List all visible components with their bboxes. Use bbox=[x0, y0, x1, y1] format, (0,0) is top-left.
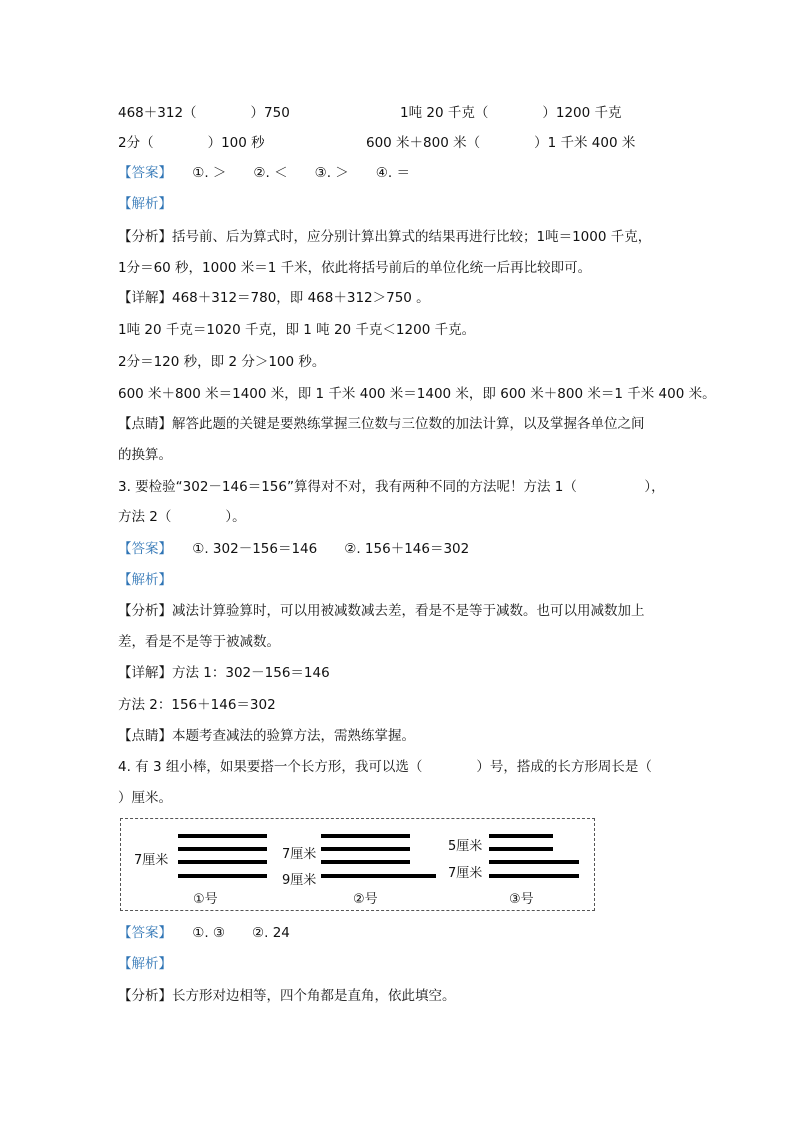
answer-text: ①. 302－156＝146 ②. 156＋146＝302 bbox=[165, 541, 470, 557]
dianjing-label: 【点睛】 bbox=[118, 728, 172, 744]
dianjing-text: 本题考查减法的验算方法，需熟练掌握。 bbox=[172, 728, 415, 744]
q3-fenxi-2: 差，看是不是等于被减数。 bbox=[118, 634, 280, 650]
dianjing-label: 【点睛】 bbox=[118, 416, 172, 432]
q4-fenxi bbox=[118, 986, 456, 1006]
q4-stem-2: ）厘米。 bbox=[118, 790, 172, 806]
xiangjie-text: 方法 1：302－156＝146 bbox=[172, 665, 330, 681]
q2-row2-right: 600 米＋800 米（ ）1 千米 400 米 bbox=[366, 135, 636, 151]
xiangjie-label: 【详解】 bbox=[118, 290, 172, 306]
stick bbox=[178, 834, 267, 838]
q3-stem: 3. 要检验“302－146＝156”算得对不对，我有两种不同的方法呢！方法 1（ ）， bbox=[118, 479, 665, 495]
stick bbox=[178, 847, 267, 851]
q2-row1-right: 1吨 20 千克（ ）1200 千克 bbox=[400, 105, 622, 121]
q3-fenxi bbox=[118, 601, 645, 621]
g3-name: ③号 bbox=[509, 892, 534, 907]
q3-xiangjie bbox=[118, 663, 330, 683]
answer-label: 【答案】 bbox=[118, 925, 166, 941]
fenxi-text: 括号前、后为算式时，应分别计算出算式的结果再进行比较；1吨＝1000 千克， bbox=[172, 229, 652, 245]
q3-answer bbox=[118, 539, 469, 559]
stick bbox=[489, 874, 579, 878]
q3-stem-2: 方法 2（ ）。 bbox=[118, 509, 246, 525]
stick bbox=[321, 860, 410, 864]
q2-fenxi bbox=[118, 227, 651, 247]
fenxi-label: 【分析】 bbox=[118, 988, 172, 1004]
xiangjie-text: 468＋312＝780，即 468＋312＞750 。 bbox=[172, 290, 430, 306]
dianjing-text: 解答此题的关键是要熟练掌握三位数与三位数的加法计算，以及掌握各单位之间 bbox=[172, 416, 645, 432]
answer-text: ①. ③ ②. 24 bbox=[165, 925, 290, 941]
q2-xiangjie bbox=[118, 288, 430, 308]
stick bbox=[321, 847, 410, 851]
xiangjie-label: 【详解】 bbox=[118, 665, 172, 681]
fenxi-text: 减法计算验算时，可以用被减数减去差，看是不是等于减数。也可以用减数加上 bbox=[172, 603, 645, 619]
fenxi-label: 【分析】 bbox=[118, 229, 172, 245]
q2-fenxi-2: 1分＝60 秒，1000 米＝1 千米，依此将括号前后的单位化统一后再比较即可。 bbox=[118, 260, 592, 276]
q3-dianjing bbox=[118, 726, 415, 746]
g1-label: 7厘米 bbox=[134, 853, 169, 868]
q2-dianjing bbox=[118, 414, 645, 434]
analysis-label: 【解析】 bbox=[118, 572, 172, 588]
q3-detail-2: 方法 2：156＋146＝302 bbox=[118, 697, 276, 713]
stick bbox=[178, 874, 267, 878]
q2-row1-left: 468＋312（ ）750 bbox=[118, 105, 290, 121]
q2-detail-4: 600 米＋800 米＝1400 米，即 1 千米 400 米＝1400 米，即 600 米＋800 米＝1 千米 400 米。 bbox=[118, 386, 716, 402]
stick bbox=[489, 860, 579, 864]
analysis-label: 【解析】 bbox=[118, 196, 172, 212]
stick bbox=[321, 874, 436, 878]
g3-label-b: 7厘米 bbox=[448, 866, 483, 881]
g3-label-a: 5厘米 bbox=[448, 839, 483, 854]
g2-label-b: 9厘米 bbox=[282, 873, 317, 888]
g2-label-a: 7厘米 bbox=[282, 847, 317, 862]
sticks-figure bbox=[120, 818, 595, 911]
q4-answer bbox=[118, 923, 290, 943]
g2-name: ②号 bbox=[353, 892, 378, 907]
stick bbox=[489, 834, 553, 838]
answer-text: ①. ＞ ②. ＜ ③. ＞ ④. ＝ bbox=[165, 165, 410, 181]
g1-name: ①号 bbox=[193, 892, 218, 907]
q2-dianjing-2: 的换算。 bbox=[118, 447, 172, 463]
q2-detail-3: 2分＝120 秒，即 2 分＞100 秒。 bbox=[118, 354, 326, 370]
answer-label: 【答案】 bbox=[118, 541, 166, 557]
stick bbox=[489, 847, 553, 851]
fenxi-label: 【分析】 bbox=[118, 603, 172, 619]
q4-stem: 4. 有 3 组小棒，如果要搭一个长方形，我可以选（ ）号，搭成的长方形周长是（ bbox=[118, 759, 652, 775]
answer-label: 【答案】 bbox=[118, 165, 166, 181]
q2-answer bbox=[118, 163, 410, 183]
stick bbox=[178, 860, 267, 864]
analysis-label: 【解析】 bbox=[118, 956, 172, 972]
fenxi-text: 长方形对边相等，四个角都是直角，依此填空。 bbox=[172, 988, 456, 1004]
q2-detail-2: 1吨 20 千克＝1020 千克，即 1 吨 20 千克＜1200 千克。 bbox=[118, 322, 476, 338]
q2-row2-left: 2分（ ）100 秒 bbox=[118, 135, 265, 151]
stick bbox=[321, 834, 410, 838]
